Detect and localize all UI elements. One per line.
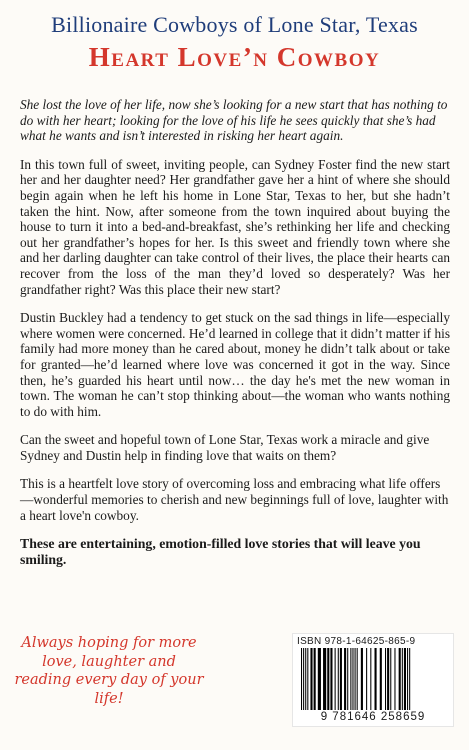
series-title: Billionaire Cowboys of Lone Star, Texas: [51, 12, 418, 37]
isbn-barcode-block: [292, 633, 454, 727]
sydney-paragraph: In this town full of sweet, inviting people, can Sydney Foster find the new start her and her daughter need? Her grandfather gave her a hint of where she should begin again when he left his home in Lone Star, Texas to her, but she hadn’t taken the hint. Now, after someone from the town inquired about buying the house to turn it into a bed-and-breakfast, she’s rethinking her life and checking out her grandfather’s hopes for her. Is this sweet and friendly town where she and her darling daughter can take control of their lives, the place their hearts can recover from the loss of the man they’d loved so desperately? Was her grandfather right? Was this place their new start?: [20, 156, 450, 297]
isbn-label: ISBN 978-1-64625-865-9: [297, 636, 416, 647]
question-paragraph: Can the sweet and hopeful town of Lone Star, Texas work a miracle and give Sydney and Dustin help in finding love that waits on them?: [20, 432, 430, 463]
intro-paragraph: She lost the love of her life, now she’s looking for a new start that has nothing to do with her heart; looking for the love of his life he sees quickly that she’s had what he wants and isn’t interested in risking her heart again.: [20, 97, 448, 144]
summary-paragraph: This is a heartfelt love story of overcoming loss and embracing what life offers—wonderful memories to cherish and new beginnings full of love, laughter with a heart love'n cowboy.: [20, 476, 449, 523]
author-tagline: Always hoping for more love, laughter and reading every day of your life!: [14, 635, 204, 707]
book-title: Heart Love’n Cowboy: [88, 42, 381, 72]
barcode-image: [297, 648, 449, 710]
barcode-digits: 9 781646 258659: [320, 711, 426, 723]
back-cover-blurb: [20, 97, 450, 580]
dustin-paragraph: Dustin Buckley had a tendency to get stuck on the sad things in life—especially where women were concerned. He’d learned in college that it didn’t matter if his family had more money than he cared about, money he didn’t talk about or take for granted—he’d learned where love was concerned it got in the way. Since then, he’s guarded his heart until now… the day he's met the new woman in town. The woman he can’t stop thinking about—the woman who wants nothing to do with him.: [20, 310, 450, 419]
closing-paragraph: These are entertaining, emotion-filled love stories that will leave you smiling.: [20, 536, 421, 567]
